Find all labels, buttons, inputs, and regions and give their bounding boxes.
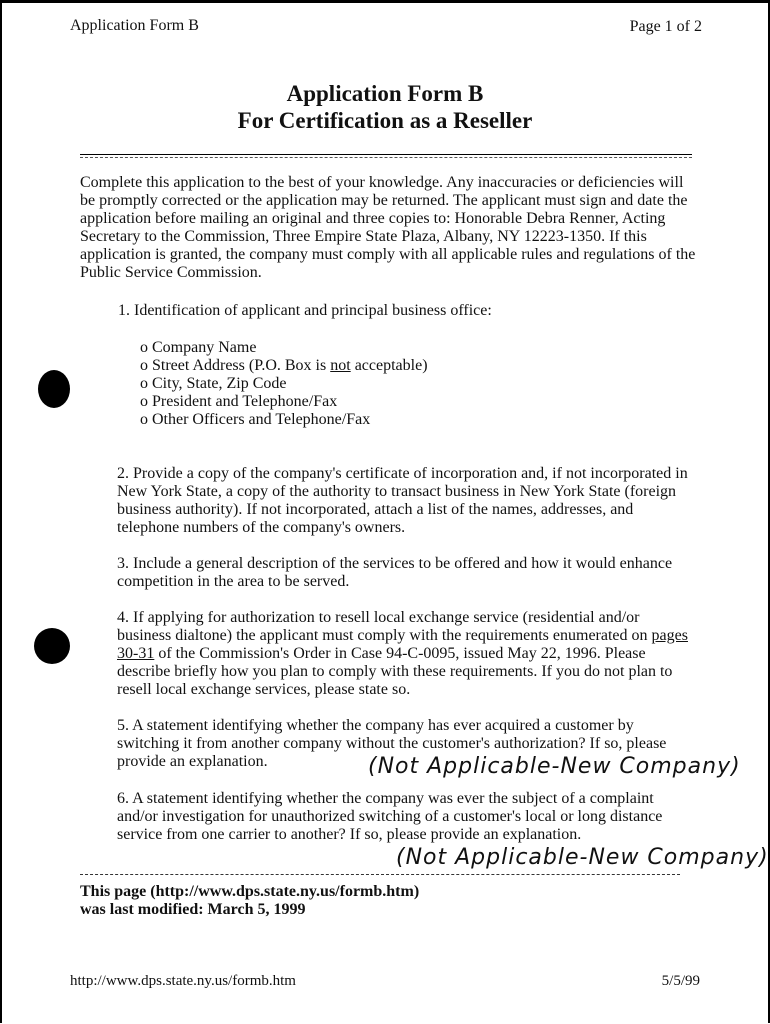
item-1-sublist [140, 339, 428, 429]
page-title [0, 80, 770, 134]
item-2: 2. Provide a copy of the company's certificate of incorporation and, if not incorporated in New York State, a copy of the authority to transact business in New York State (foreign business authority). If not incorporated, attach a list of the names, addresses, and telephone numbers of the company's owners. [117, 465, 688, 536]
intro-paragraph: Complete this application to the best of your knowledge. Any inaccuracies or deficiencies will be promptly corrected or the application may be returned. The applicant must sign and date the application before mailing an original and three copies to: Honorable Debra Renner, Acting Secretary to the Commission, Three Empire State Plaza, Albany, NY 12223-1350. If this application is granted, the company must comply with all applicable rules and regulations of the Public Service Commission. [80, 174, 696, 281]
pages-link[interactable]: pages 30-31 [117, 627, 688, 662]
title-line-2: For Certification as a Reseller [237, 108, 533, 133]
sublist-item: o Company Name [140, 339, 428, 357]
footer-date: 5/5/99 [661, 973, 700, 989]
item-3: 3. Include a general description of the services to be offered and how it would enhance competition in the area to be served. [117, 555, 673, 590]
punch-hole-mark [38, 370, 70, 408]
sublist-item: o President and Telephone/Fax [140, 393, 428, 411]
footer-divider [80, 874, 680, 875]
item-4: 4. If applying for authorization to resell local exchange service (residential and/or business dialtone) the applicant must comply with the requirements enumerated on pages 30-31 of the Commission's Order in Case 94-C-0095, issued May 22, 1996. Please describe briefly how you plan to comply with these requirements. If you do not plan to resell local exchange services, please state so. [117, 609, 688, 698]
sublist-item: o City, State, Zip Code [140, 375, 428, 393]
punch-hole-mark [34, 628, 70, 664]
header-page-number: Page 1 of 2 [629, 18, 702, 35]
sublist-item: o Other Officers and Telephone/Fax [140, 411, 428, 429]
item-5: 5. A statement identifying whether the company has ever acquired a customer by switching it from another company without the customer's authorization? If so, please provide an explanation. [117, 717, 667, 770]
item-6: 6. A statement identifying whether the company was ever the subject of a complaint and/or investigation for unauthorized switching of a customer's local or long distance service from one carrier to another? If so, please provide an explanation. [117, 790, 663, 843]
sublist-item: o Street Address (P.O. Box is not acceptable) [140, 357, 428, 375]
item-1: 1. Identification of applicant and principal business office: [118, 302, 492, 319]
last-modified: This page (http://www.dps.state.ny.us/formb.htm) was last modified: March 5, 1999 [80, 883, 420, 918]
divider-2 [80, 157, 692, 158]
header-left: Application Form B [70, 17, 199, 34]
handwritten-note-6: (Not Applicable-New Company) [396, 845, 769, 870]
handwritten-note-5: (Not Applicable-New Company) [368, 754, 741, 779]
title-line-1: Application Form B [286, 81, 484, 106]
footer-url: http://www.dps.state.ny.us/formb.htm [70, 973, 296, 989]
divider [80, 154, 692, 155]
